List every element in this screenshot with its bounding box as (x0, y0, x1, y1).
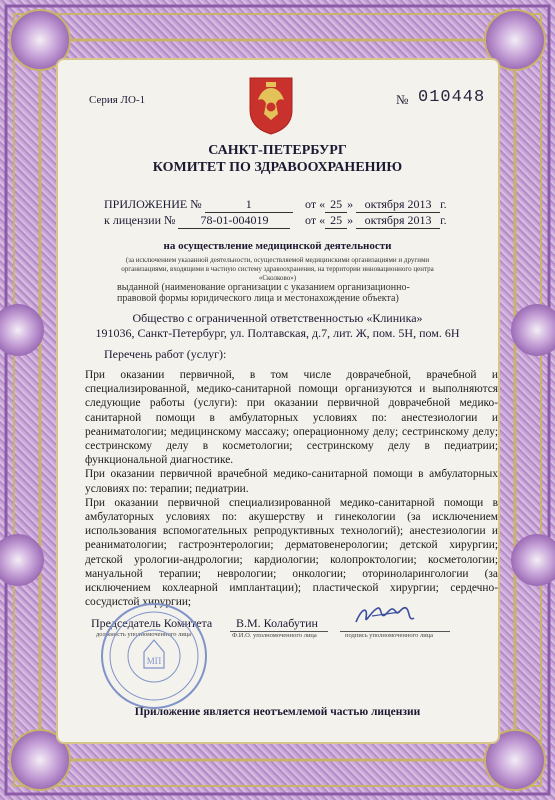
document-number: 010448 (418, 88, 486, 107)
license-label: к лицензии № (104, 213, 176, 227)
appendix-day: 25 (325, 197, 347, 213)
issued-note-2: правовой формы юридического лица и местонахождение объекта) (117, 293, 399, 304)
signatory-name: В.М. Колабутин (236, 616, 318, 630)
appendix-month-year: октября 2013 (356, 197, 440, 213)
license-day: 25 (325, 213, 347, 229)
works-paragraph: При оказании первичной специализированной медико-санитарной помощи в амбулаторных условиях по: акушерству и гинекологии (за исключением использования вспомогательных репродуктивных технологий); анестезиологии и реаниматологии; гастроэнтерологии; дерматовенерологии; детской хирургии; детской урологии-андрологии; кардиологии; колопроктологии; косметологии; мануальной терапии; неврологии; онкологии; оториноларингологии (за исключением кохлеарной имплантации); пластической хирургии; сердечно-сосудистой хирургии; (85, 496, 498, 609)
works-label: Перечень работ (услуг): (104, 347, 227, 361)
license-line (104, 213, 290, 229)
activity-note-3: «Сколково») (258, 274, 297, 282)
appendix-date-prefix: от « (305, 197, 326, 211)
series-label: Серия ЛО-1 (89, 94, 146, 106)
official-stamp-icon (98, 600, 210, 712)
license-number: 78-01-004019 (178, 213, 290, 229)
name-caption: Ф.И.О. уполномоченного лица (232, 632, 317, 639)
activity-title: на осуществление медицинской деятельности (163, 240, 392, 252)
stamp-center-text: МП (146, 656, 162, 666)
signature-caption: подпись уполномоченного лица (345, 632, 434, 639)
committee-title: КОМИТЕТ ПО ЗДРАВООХРАНЕНИЮ (152, 160, 403, 175)
activity-note-1: (за исключением указанной деятельности, осуществляемой медицинскими организациями и другими (125, 256, 430, 264)
appendix-date (305, 197, 447, 213)
appendix-date-quote: » (347, 197, 354, 211)
number-sign: № (396, 92, 409, 107)
city-title: САНКТ-ПЕТЕРБУРГ (208, 143, 347, 158)
signatory-position: Председатель Комитета (91, 616, 213, 630)
footer-note: Приложение является неотъемлемой частью лицензии (134, 706, 421, 718)
license-date-quote: » (347, 213, 354, 227)
appendix-label: ПРИЛОЖЕНИЕ № (104, 197, 202, 211)
activity-note-2: организациями, входящими в частную систему здравоохранения, на территории инновационного центра (121, 265, 434, 273)
license-date (305, 213, 447, 229)
organization-name: Общество с ограниченной ответственностью «Клиника» (132, 311, 423, 325)
license-date-prefix: от « (305, 213, 326, 227)
appendix-year-suffix: г. (440, 197, 447, 211)
appendix-number: 1 (205, 197, 293, 213)
organization-address: 191036, Санкт-Петербург, ул. Полтавская, д.7, лит. Ж, пом. 5Н, пом. 6Н (95, 326, 460, 340)
works-list (85, 368, 498, 609)
works-paragraph: При оказании первичной врачебной медико-санитарной помощи в амбулаторных условиях по: терапии; педиатрии. (85, 468, 498, 495)
license-month-year: октября 2013 (356, 213, 440, 229)
handwritten-signature (352, 600, 422, 630)
appendix-line (104, 197, 293, 213)
license-year-suffix: г. (440, 213, 447, 227)
coat-of-arms-icon (246, 74, 296, 136)
position-caption: должность уполномоченного лица (96, 631, 192, 638)
issued-note-1: выданной (наименование организации с указанием организационно- (117, 282, 410, 293)
works-paragraph: При оказании первичной, в том числе доврачебной, врачебной и специализированной, медико-санитарной помощи организуются и выполняются следующие работы (услуги): при оказании первичной доврачебной медико-санитарной помощи в амбулаторных условиях по: анестезиологии и реаниматологии; медицинскому массажу; операционному делу; сестринскому делу; сестринскому делу в косметологии; сестринскому делу в педиатрии; функциональной диагностике. (85, 369, 498, 467)
